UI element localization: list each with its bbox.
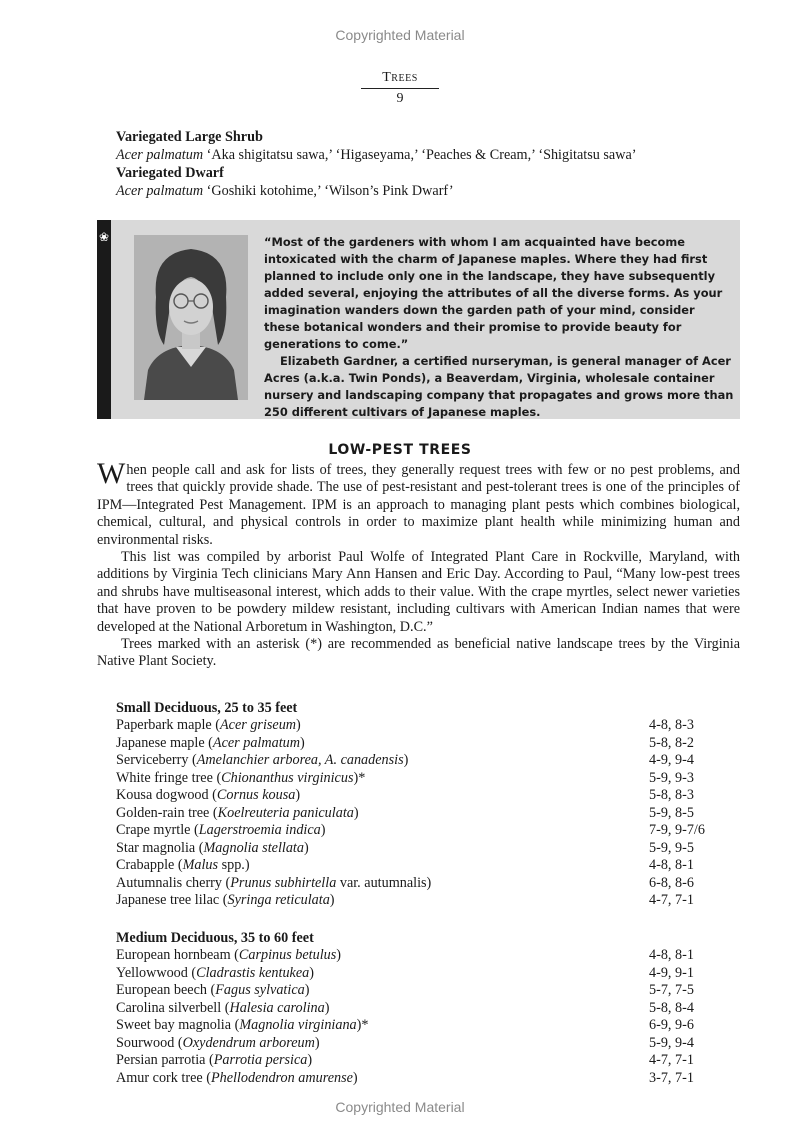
small-deciduous-list [116, 699, 721, 910]
list-item [116, 1017, 721, 1035]
tree-name-tail: ) [295, 787, 301, 803]
drop-cap: W [97, 457, 126, 490]
tree-name-tail: ) [304, 982, 310, 998]
tree-common-name: Star magnolia ( [116, 839, 204, 856]
tree-name-tail: ) [303, 839, 309, 856]
portrait-photo [134, 235, 248, 400]
tree-name-tail: ) [403, 752, 409, 768]
tree-latin-name: Carpinus betulus [238, 947, 337, 963]
running-head [0, 70, 800, 107]
watermark-top: Copyrighted Material [335, 27, 465, 43]
tree-name-tail: ) [353, 804, 359, 821]
tree-latin-name: Prunus subhirtella [230, 874, 337, 891]
hardiness-zones: 5-8, 8-4 [649, 999, 694, 1016]
medium-deciduous-list [116, 929, 721, 1087]
list-item [116, 1000, 721, 1018]
variegated-heading-1: Variegated Large Shrub [116, 129, 263, 145]
variegated-cultivars-2: ‘Goshiki kotohime,’ ‘Wilson’s Pink Dwarf’ [203, 183, 454, 199]
hardiness-zones: 4-8, 8-1 [649, 857, 694, 873]
list-item [116, 770, 721, 788]
tree-latin-name: Lagerstroemia indica [198, 822, 321, 838]
tree-common-name: European beech ( [116, 982, 216, 998]
hardiness-zones: 5-8, 8-3 [649, 787, 694, 803]
small-deciduous-heading: Small Deciduous, 25 to 35 feet [116, 700, 298, 716]
tree-common-name: Persian parrotia ( [116, 1052, 214, 1068]
tree-name-tail: spp.) [218, 857, 250, 873]
tree-common-name: Amur cork tree ( [116, 1069, 211, 1086]
tree-common-name: Sourwood ( [116, 1034, 183, 1051]
tree-common-name: Crape myrtle ( [116, 822, 199, 838]
list-item [116, 947, 721, 965]
tree-common-name: Paperbark maple ( [116, 717, 220, 733]
tree-name-tail: ) [314, 1034, 320, 1051]
list-item [116, 1070, 721, 1088]
hardiness-zones: 4-9, 9-1 [649, 964, 694, 981]
intro-paragraph-1 [97, 457, 740, 549]
list-item [116, 875, 721, 893]
hardiness-zones: 5-9, 8-5 [649, 804, 694, 821]
tree-logo-icon: ❀ [98, 230, 110, 244]
list-item [116, 1035, 721, 1053]
tree-latin-name: Malus [182, 857, 219, 873]
tree-latin-name: Phellodendron amurense [210, 1069, 353, 1086]
tree-latin-name: Magnolia virginiana [239, 1017, 357, 1033]
tree-latin-name: Acer griseum [220, 717, 297, 733]
hardiness-zones: 4-9, 9-4 [649, 752, 694, 768]
tree-name-tail: var. autumnalis) [336, 874, 432, 891]
hardiness-zones: 3-7, 7-1 [649, 1069, 694, 1086]
tree-name-tail: ) [324, 999, 330, 1016]
hardiness-zones: 5-9, 9-5 [649, 839, 694, 856]
tree-latin-name: Cladrastis kentukea [196, 964, 310, 981]
hardiness-zones: 5-9, 9-4 [649, 1034, 694, 1051]
intro-paragraph-1-text: hen people call and ask for lists of trees, they generally request trees with few or no pest problems, and trees that quickly provide shade. The use of pest-resistant and pest-tolerant trees is one of the principles of IPM—Integrated Pest Management. IPM is an approach to managing plant pests which combines biological, chemical, cultural, and physical controls in order to maximize plant health while minimizing human and environmental risks. [97, 462, 740, 548]
tree-name-tail: ) [296, 717, 301, 733]
variegated-block [116, 128, 636, 200]
hardiness-zones: 5-8, 8-2 [649, 734, 694, 751]
quote-attribution: Elizabeth Gardner, a certified nurseryman, is general manager of Acer Acres (a.k.a. Twin Ponds), a Beaverdam, Virginia, wholesale container nursery and landscaping company that propagates and grows more than 250 different cultivars of Japanese maples. [264, 354, 734, 419]
hardiness-zones: 6-9, 9-6 [649, 1017, 694, 1033]
tree-common-name: Carolina silverbell ( [116, 999, 230, 1016]
tree-common-name: Yellowwood ( [116, 964, 197, 981]
tree-latin-name: Cornus kousa [216, 787, 296, 803]
tree-latin-name: Magnolia stellata [203, 839, 304, 856]
tree-name-tail: ) [300, 734, 305, 751]
tree-name-tail: )* [353, 769, 366, 786]
tree-latin-name: Chionanthus virginicus [221, 769, 354, 786]
tree-common-name: Kousa dogwood ( [116, 787, 217, 803]
hardiness-zones: 4-8, 8-1 [649, 947, 694, 963]
list-item [116, 752, 721, 770]
tree-name-tail: ) [309, 964, 314, 981]
tree-name-tail: ) [352, 1069, 358, 1086]
list-item [116, 717, 721, 735]
watermark-bottom: Copyrighted Material [335, 1099, 465, 1115]
tree-common-name: Japanese tree lilac ( [116, 892, 228, 908]
list-item [116, 892, 721, 910]
tree-common-name: Japanese maple ( [116, 734, 213, 751]
tree-name-tail: ) [320, 822, 326, 838]
variegated-heading-2: Variegated Dwarf [116, 165, 224, 181]
hardiness-zones: 4-8, 8-3 [649, 717, 694, 733]
page-number: 9 [396, 91, 404, 106]
list-item [116, 982, 721, 1000]
hardiness-zones: 5-9, 9-3 [649, 769, 694, 786]
list-item [116, 965, 721, 983]
list-item [116, 857, 721, 875]
variegated-cultivars-1: ‘Aka shigitatsu sawa,’ ‘Higaseyama,’ ‘Peaches & Cream,’ ‘Shigitatsu sawa’ [203, 147, 637, 163]
tree-latin-name: Amelanchier arborea, A. canadensis [196, 752, 404, 768]
variegated-genus-2: Acer palmatum [116, 183, 204, 199]
tree-common-name: Serviceberry ( [116, 752, 197, 768]
list-item [116, 735, 721, 753]
hardiness-zones: 4-7, 7-1 [649, 1052, 694, 1068]
tree-latin-name: Fagus sylvatica [215, 982, 305, 998]
tree-common-name: Autumnalis cherry ( [116, 874, 231, 891]
quote-box [97, 220, 740, 419]
tree-name-tail: ) [329, 892, 335, 908]
quote-box-band [97, 220, 111, 419]
tree-latin-name: Acer palmatum [212, 734, 300, 751]
section-heading: LOW-PEST TREES [328, 442, 472, 458]
hardiness-zones: 6-8, 8-6 [649, 874, 694, 891]
quote-body: “Most of the gardeners with whom I am acquainted have become intoxicated with the charm of Japanese maples. Where they had first planned to include only one in the landscape, they have subsequently added several, enjoying the attributes of all the diverse forms. As your imagination wanders down the garden path of your mind, consider these botanical wonders and their promise to provide beauty for generations to come.” [264, 235, 723, 351]
tree-name-tail: ) [307, 1052, 313, 1068]
tree-latin-name: Halesia carolina [229, 999, 325, 1016]
tree-name-tail: ) [336, 947, 342, 963]
tree-common-name: Golden-rain tree ( [116, 804, 218, 821]
hardiness-zones: 4-7, 7-1 [649, 892, 694, 908]
hardiness-zones: 5-7, 7-5 [649, 982, 694, 998]
intro-text [97, 457, 740, 671]
list-item [116, 840, 721, 858]
tree-latin-name: Koelreuteria paniculata [217, 804, 354, 821]
intro-paragraph-2: This list was compiled by arborist Paul Wolfe of Integrated Plant Care in Rockville, Maryland, with additions by Virginia Tech clinicians Mary Ann Hansen and Eric Day. According to Paul, “Many low-pest trees and shrubs have multiseasonal interest, which adds to their value. With the crape myrtles, select newer varieties that have proven to be powdery mildew resistant, including cultivars with American Indian names that were developed at the National Arboretum in Washington, D.C.” [97, 549, 740, 635]
variegated-genus-1: Acer palmatum [116, 147, 204, 163]
tree-name-tail: )* [356, 1017, 369, 1033]
running-head-rule [361, 88, 439, 89]
tree-latin-name: Parrotia persica [213, 1052, 308, 1068]
tree-common-name: European hornbeam ( [116, 947, 239, 963]
tree-latin-name: Syringa reticulata [227, 892, 330, 908]
tree-common-name: Crabapple ( [116, 857, 183, 873]
intro-paragraph-3: Trees marked with an asterisk (*) are recommended as beneficial native landscape trees by the Virginia Native Plant Society. [97, 636, 740, 670]
list-item [116, 787, 721, 805]
tree-common-name: White fringe tree ( [116, 769, 222, 786]
quote-text [264, 234, 734, 421]
hardiness-zones: 7-9, 9-7/6 [649, 822, 705, 838]
running-head-title: Trees [382, 70, 418, 85]
tree-latin-name: Oxydendrum arboreum [182, 1034, 315, 1051]
medium-deciduous-heading: Medium Deciduous, 35 to 60 feet [116, 930, 314, 946]
list-item [116, 1052, 721, 1070]
list-item [116, 822, 721, 840]
list-item [116, 805, 721, 823]
tree-common-name: Sweet bay magnolia ( [116, 1017, 240, 1033]
